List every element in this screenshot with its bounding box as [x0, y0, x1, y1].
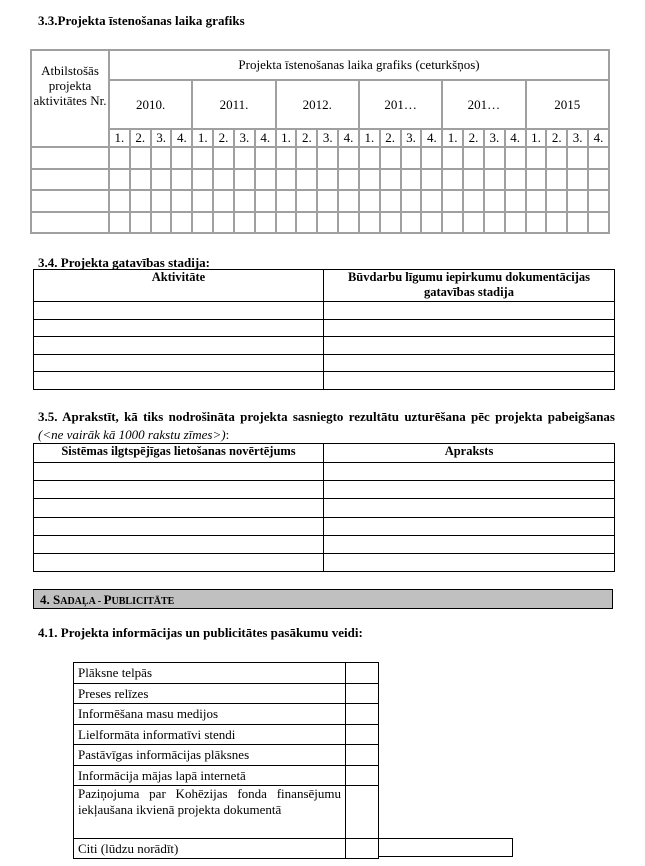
schedule-cell[interactable] [421, 212, 442, 234]
schedule-cell[interactable] [213, 190, 234, 212]
schedule-cell[interactable] [31, 147, 109, 169]
schedule-cell[interactable] [296, 147, 317, 169]
quarter-header: 2. [546, 129, 567, 147]
table-cell[interactable] [34, 319, 324, 337]
quarter-header: 4. [338, 129, 359, 147]
schedule-cell[interactable] [401, 212, 422, 234]
schedule-cell[interactable] [31, 169, 109, 191]
schedule-cell[interactable] [255, 147, 276, 169]
section-3-4-title: 3.4. Projekta gatavības stadija: [38, 255, 211, 270]
schedule-cell[interactable] [546, 169, 567, 191]
table-cell[interactable] [324, 302, 615, 320]
table-cell[interactable] [34, 517, 324, 535]
table-row [31, 190, 609, 212]
table-cell[interactable] [34, 337, 324, 355]
table-cell[interactable] [324, 463, 615, 481]
schedule-cell[interactable] [213, 169, 234, 191]
section-4-1-title: 4.1. Projekta informācijas un publicitātes pasākumu veidi: [38, 625, 363, 640]
table-row [34, 302, 615, 320]
schedule-cell[interactable] [588, 190, 609, 212]
schedule-cell[interactable] [421, 190, 442, 212]
schedule-cell[interactable] [359, 169, 380, 191]
publicity-item-label: Preses relīzes [74, 683, 346, 704]
table-cell[interactable] [324, 535, 615, 553]
publicity-item-mark[interactable] [346, 839, 379, 859]
schedule-cell[interactable] [109, 190, 130, 212]
schedule-cell[interactable] [130, 147, 151, 169]
schedule-cell[interactable] [442, 147, 463, 169]
schedule-cell[interactable] [151, 169, 172, 191]
schedule-cell[interactable] [588, 169, 609, 191]
quarter-header: 1. [276, 129, 297, 147]
quarter-header: 2. [296, 129, 317, 147]
sustainability-table [33, 443, 615, 572]
publicity-item-mark[interactable] [346, 724, 379, 745]
schedule-cell[interactable] [588, 147, 609, 169]
schedule-cell[interactable] [130, 190, 151, 212]
schedule-cell[interactable] [109, 147, 130, 169]
schedule-cell[interactable] [151, 190, 172, 212]
quarter-header: 3. [484, 129, 505, 147]
schedule-cell[interactable] [234, 212, 255, 234]
schedule-cell[interactable] [463, 212, 484, 234]
publicity-item [74, 724, 379, 745]
schedule-cell[interactable] [192, 190, 213, 212]
schedule-cell[interactable] [109, 212, 130, 234]
table-cell[interactable] [324, 354, 615, 372]
quarter-header: 1. [192, 129, 213, 147]
column-header: Būvdarbu līgumu iepirkumu dokumentācijas gatavības stadija [324, 270, 615, 302]
schedule-cell[interactable] [505, 147, 526, 169]
section-3-3-title: 3.3.Projekta īstenošanas laika grafiks [38, 13, 245, 28]
table-cell[interactable] [34, 499, 324, 517]
publicity-item-mark[interactable] [346, 765, 379, 786]
publicity-item [74, 663, 379, 684]
table-row [34, 553, 615, 571]
publicity-item [74, 839, 379, 859]
table-row [34, 535, 615, 553]
schedule-cell[interactable] [380, 169, 401, 191]
year-header: 2010. [109, 80, 192, 129]
publicity-item-label: Lielformāta informatīvi stendi [74, 724, 346, 745]
schedule-cell[interactable] [421, 169, 442, 191]
quarter-header: 2. [380, 129, 401, 147]
table-cell[interactable] [34, 481, 324, 499]
schedule-cell[interactable] [234, 147, 255, 169]
table-cell[interactable] [324, 372, 615, 390]
schedule-cell[interactable] [401, 147, 422, 169]
schedule-cell[interactable] [171, 147, 192, 169]
quarter-header: 4. [421, 129, 442, 147]
table-row [31, 212, 609, 234]
schedule-cell[interactable] [380, 212, 401, 234]
schedule-cell[interactable] [338, 190, 359, 212]
schedule-cell[interactable] [546, 190, 567, 212]
publicity-item [74, 765, 379, 786]
schedule-cell[interactable] [130, 169, 151, 191]
publicity-item-label: Paziņojuma par Kohēzijas fonda finansējumu iekļaušana ikvienā projekta dokumentā [74, 786, 346, 839]
schedule-cell[interactable] [234, 169, 255, 191]
quarter-header: 3. [317, 129, 338, 147]
schedule-cell[interactable] [255, 190, 276, 212]
schedule-cell[interactable] [255, 169, 276, 191]
publicity-item [74, 786, 379, 839]
schedule-cell[interactable] [484, 169, 505, 191]
year-header: 201… [442, 80, 525, 129]
year-header: 2015 [526, 80, 609, 129]
schedule-cell[interactable] [442, 169, 463, 191]
publicity-item-label: Pastāvīgas informācijas plāksnes [74, 745, 346, 766]
publicity-item-mark[interactable] [346, 704, 379, 725]
schedule-cell[interactable] [484, 212, 505, 234]
column-header: Apraksts [324, 444, 615, 463]
table-cell[interactable] [34, 553, 324, 571]
schedule-table [30, 49, 610, 234]
table-row [34, 517, 615, 535]
schedule-cell[interactable] [567, 147, 588, 169]
table-row [34, 481, 615, 499]
schedule-cell[interactable] [463, 190, 484, 212]
schedule-cell[interactable] [526, 169, 547, 191]
schedule-cell[interactable] [317, 212, 338, 234]
table-row [31, 169, 609, 191]
quarter-header: 1. [526, 129, 547, 147]
schedule-cell[interactable] [130, 212, 151, 234]
schedule-cell[interactable] [31, 190, 109, 212]
schedule-cell[interactable] [296, 212, 317, 234]
publicity-item-label: Citi (lūdzu norādīt) [74, 839, 346, 859]
quarter-header: 4. [255, 129, 276, 147]
quarter-header: 1. [359, 129, 380, 147]
table-cell[interactable] [34, 372, 324, 390]
schedule-cell[interactable] [255, 212, 276, 234]
schedule-cell[interactable] [505, 169, 526, 191]
table-cell[interactable] [324, 499, 615, 517]
schedule-cell[interactable] [317, 190, 338, 212]
schedule-cell[interactable] [151, 147, 172, 169]
publicity-item-label: Informēšana masu medijos [74, 704, 346, 725]
readiness-table [33, 269, 615, 390]
schedule-cell[interactable] [484, 147, 505, 169]
schedule-cell[interactable] [526, 212, 547, 234]
schedule-cell[interactable] [276, 169, 297, 191]
schedule-cell[interactable] [359, 147, 380, 169]
schedule-cell[interactable] [567, 190, 588, 212]
publicity-item-mark[interactable] [346, 786, 379, 839]
quarter-header: 3. [401, 129, 422, 147]
publicity-item [74, 745, 379, 766]
year-header: 2012. [276, 80, 359, 129]
table-cell[interactable] [324, 481, 615, 499]
schedule-cell[interactable] [588, 212, 609, 234]
schedule-cell[interactable] [296, 190, 317, 212]
quarter-header: 4. [171, 129, 192, 147]
table-row [34, 354, 615, 372]
schedule-cell[interactable] [234, 190, 255, 212]
schedule-cell[interactable] [442, 190, 463, 212]
publicity-item-mark[interactable] [346, 745, 379, 766]
table-cell[interactable] [34, 535, 324, 553]
schedule-cell[interactable] [317, 147, 338, 169]
year-header: 201… [359, 80, 442, 129]
schedule-cell[interactable] [505, 190, 526, 212]
schedule-cell[interactable] [171, 212, 192, 234]
table-cell[interactable] [324, 337, 615, 355]
schedule-cell[interactable] [505, 212, 526, 234]
table-cell[interactable] [324, 319, 615, 337]
publicity-item-mark[interactable] [346, 683, 379, 704]
schedule-cell[interactable] [526, 147, 547, 169]
table-row [34, 372, 615, 390]
schedule-cell[interactable] [213, 212, 234, 234]
schedule-cell[interactable] [359, 190, 380, 212]
header-schedule: Projekta īstenošanas laika grafiks (ceturkšņos) [109, 50, 609, 80]
schedule-cell[interactable] [296, 169, 317, 191]
quarter-header: 3. [234, 129, 255, 147]
schedule-cell[interactable] [192, 147, 213, 169]
schedule-cell[interactable] [213, 147, 234, 169]
other-specify-field[interactable] [378, 838, 513, 857]
quarter-header: 3. [567, 129, 588, 147]
publicity-item [74, 683, 379, 704]
quarter-header: 4. [588, 129, 609, 147]
quarter-header: 2. [130, 129, 151, 147]
quarter-header: 4. [505, 129, 526, 147]
schedule-cell[interactable] [338, 212, 359, 234]
quarter-header: 2. [213, 129, 234, 147]
schedule-cell[interactable] [192, 212, 213, 234]
schedule-cell[interactable] [109, 169, 130, 191]
schedule-cell[interactable] [338, 147, 359, 169]
column-header: Sistēmas ilgtspējīgas lietošanas novērtējums [34, 444, 324, 463]
table-row [34, 337, 615, 355]
schedule-cell[interactable] [526, 190, 547, 212]
quarter-header: 2. [463, 129, 484, 147]
schedule-cell[interactable] [276, 212, 297, 234]
section-4-header: 4. SADAĻA - PUBLICITĀTE [33, 589, 613, 609]
publicity-item-label: Informācija mājas lapā internetā [74, 765, 346, 786]
schedule-cell[interactable] [192, 169, 213, 191]
schedule-cell[interactable] [380, 147, 401, 169]
publicity-item-label: Plāksne telpās [74, 663, 346, 684]
publicity-table [73, 662, 379, 859]
schedule-cell[interactable] [421, 147, 442, 169]
schedule-cell[interactable] [317, 169, 338, 191]
schedule-cell[interactable] [401, 169, 422, 191]
schedule-cell[interactable] [171, 190, 192, 212]
schedule-cell[interactable] [567, 212, 588, 234]
schedule-cell[interactable] [171, 169, 192, 191]
publicity-item-mark[interactable] [346, 663, 379, 684]
schedule-cell[interactable] [546, 147, 567, 169]
schedule-cell[interactable] [338, 169, 359, 191]
table-row [34, 463, 615, 481]
quarter-header: 1. [109, 129, 130, 147]
schedule-cell[interactable] [484, 190, 505, 212]
year-header: 2011. [192, 80, 275, 129]
quarter-header: 1. [442, 129, 463, 147]
schedule-cell[interactable] [463, 147, 484, 169]
table-cell[interactable] [34, 463, 324, 481]
quarter-header: 3. [151, 129, 172, 147]
schedule-cell[interactable] [359, 212, 380, 234]
header-activity-nr: Atbilstošās projekta aktivitātes Nr. [31, 50, 109, 147]
schedule-cell[interactable] [546, 212, 567, 234]
table-cell[interactable] [324, 517, 615, 535]
table-row [31, 147, 609, 169]
column-header: Aktivitāte [34, 270, 324, 302]
schedule-cell[interactable] [401, 190, 422, 212]
schedule-cell[interactable] [567, 169, 588, 191]
table-row [34, 319, 615, 337]
schedule-cell[interactable] [380, 190, 401, 212]
schedule-cell[interactable] [463, 169, 484, 191]
table-row [34, 499, 615, 517]
section-3-5-title: 3.5. Aprakstīt, kā tiks nodrošināta projekta sasniegto rezultātu uzturēšana pēc projekta pabeigšanas (<ne vairāk kā 1000 rakstu zīmes>): [38, 409, 615, 442]
table-cell[interactable] [34, 354, 324, 372]
schedule-cell[interactable] [276, 190, 297, 212]
table-cell[interactable] [34, 302, 324, 320]
schedule-cell[interactable] [151, 212, 172, 234]
table-cell[interactable] [324, 553, 615, 571]
schedule-cell[interactable] [31, 212, 109, 234]
schedule-cell[interactable] [442, 212, 463, 234]
publicity-item [74, 704, 379, 725]
schedule-cell[interactable] [276, 147, 297, 169]
